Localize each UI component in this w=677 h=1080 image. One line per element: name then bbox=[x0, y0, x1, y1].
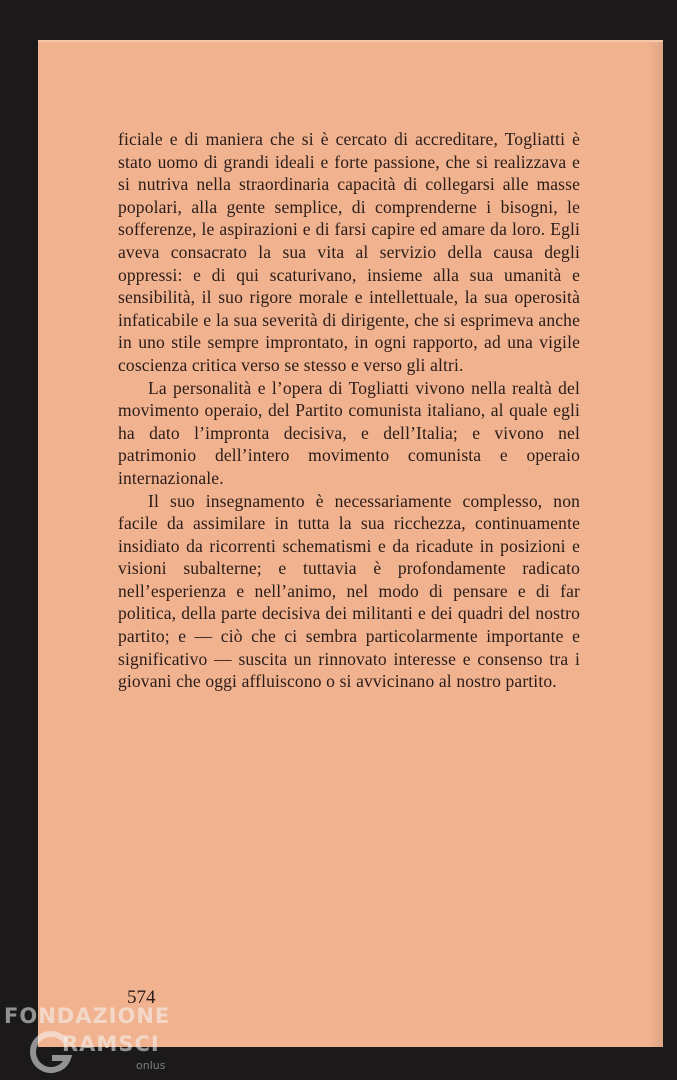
body-text bbox=[118, 128, 580, 693]
watermark-onlus: onlus bbox=[136, 1059, 166, 1072]
paragraph-3: Il suo insegnamento è necessariamente complesso, non facile da assimilare in tutta la sua ricchezza, continuamente insidiato da ricorrenti schematismi e da ricadute in posizioni e visioni subalterne; e tuttavia è profondamente radicato nell’esperienza e nell’animo, nel modo di pensare e di far politica, della parte decisiva dei militanti e dei quadri del nostro partito; e — ciò che ci sembra particolarmente importante e significativo — suscita un rinnovato interesse e consenso tra i giovani che oggi affluiscono o si avvicinano al nostro partito. bbox=[118, 490, 580, 692]
page-number: 574 bbox=[127, 987, 156, 1008]
paragraph-2: La personalità e l’opera di Togliatti vivono nella realtà del movimento operaio, del Partito comunista italiano, al quale egli ha dato l’impronta decisiva, e dell’Italia; e vivono nel patrimonio dell’intero movimento comunista e operaio internazionale. bbox=[118, 377, 580, 488]
watermark-line-1: FONDAZIONE bbox=[4, 1004, 171, 1028]
book-page bbox=[38, 40, 663, 1047]
watermark-line-2: RAMSCI bbox=[62, 1032, 160, 1056]
page-corner bbox=[635, 72, 649, 90]
paragraph-1: ficiale e di maniera che si è cercato di accreditare, Togliatti è stato uomo di grandi ideali e forte passione, che si realizzava e si nutriva nella straordinaria capacità di collegarsi alle masse popolari, alla gente semplice, di comprenderne i bisogni, le sofferenze, le aspirazioni e di farsi capire ed amare da loro. Egli aveva consacrato la sua vita al servizio della causa degli oppressi: e di qui scaturivano, insieme alla sua umanità e sensibilità, il suo rigore morale e intellettuale, la sua operosità infaticabile e la sua severità di dirigente, che si esprimeva anche in uno stile sempre improntato, in ogni rapporto, ad una vigile coscienza critica verso se stesso e verso gli altri. bbox=[118, 129, 580, 375]
fondazione-gramsci-watermark bbox=[4, 1004, 184, 1076]
